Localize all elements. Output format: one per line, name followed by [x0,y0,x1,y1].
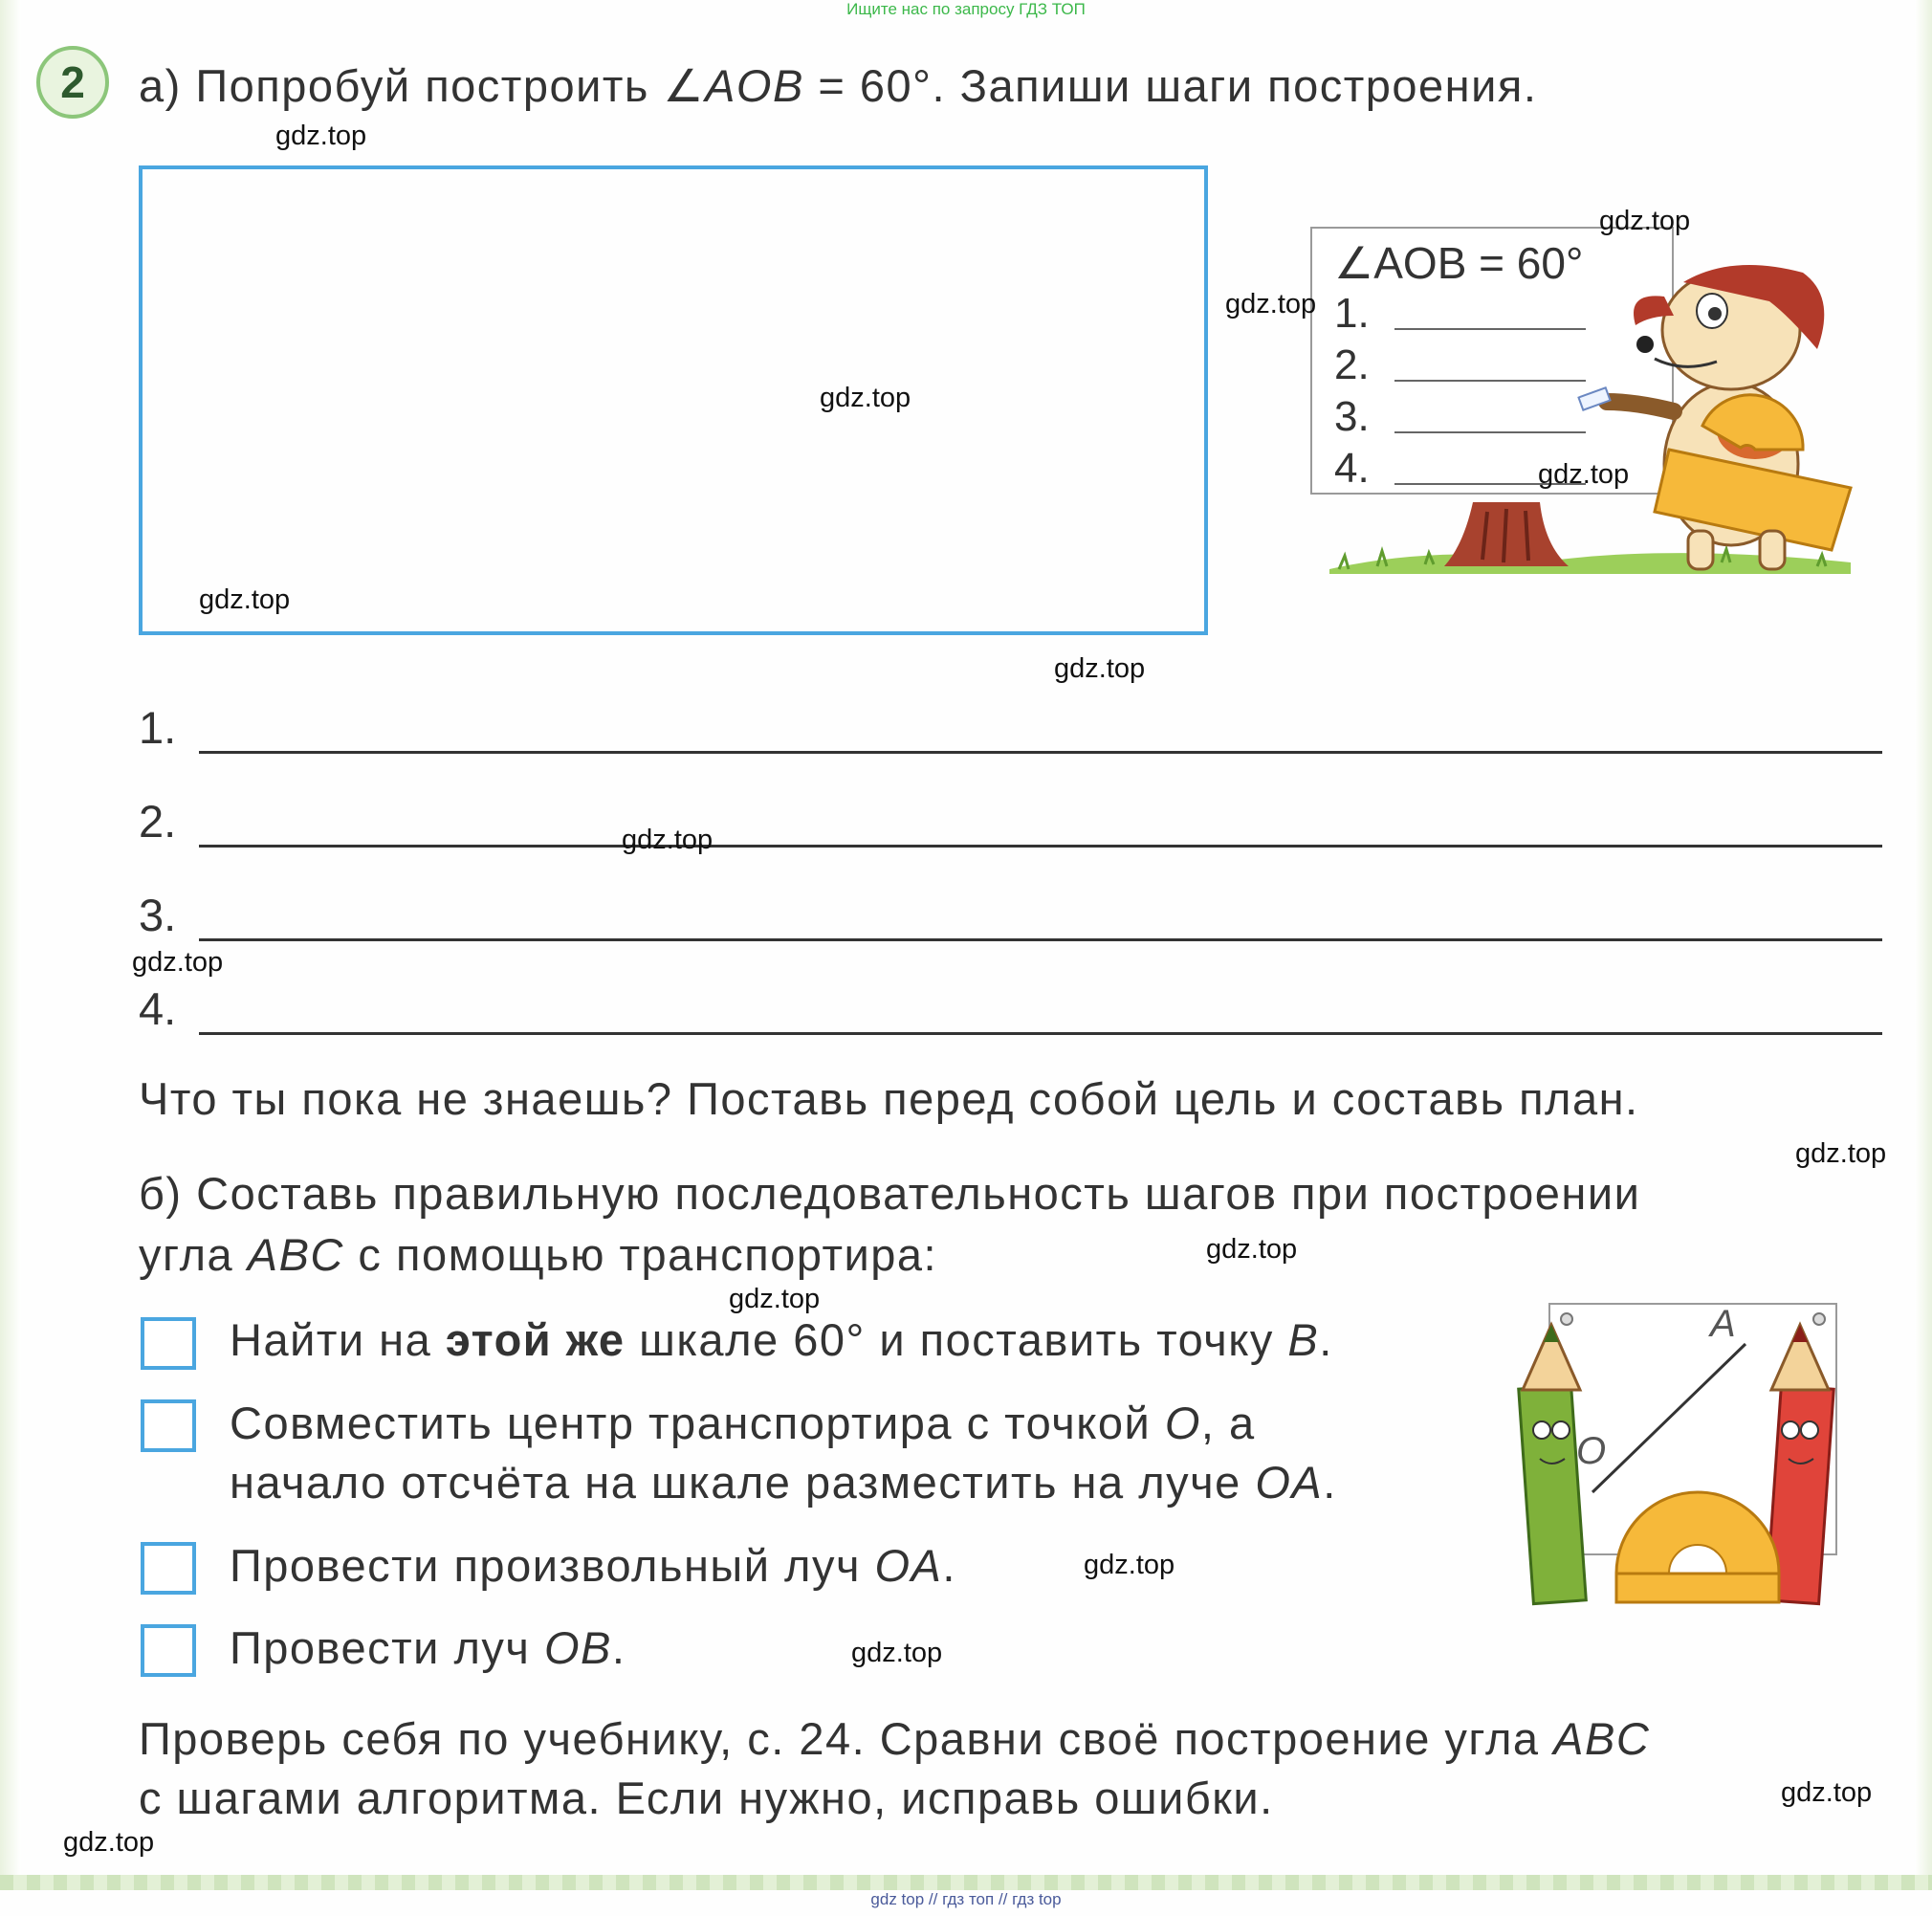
order-checkbox-3[interactable] [141,1542,196,1595]
option-3-text [230,1539,956,1592]
option-2-var: O [1164,1398,1201,1448]
watermark: gdz.top [851,1638,943,1668]
part-a-heading [139,59,1537,113]
answer-line-3[interactable] [199,938,1882,941]
check-line-1-pre: Проверь себя по учебнику, с. 24. Сравни своё построение угла [139,1713,1554,1764]
part-b-line-2-post: с помощью транспортира: [343,1229,938,1280]
check-line-2: с шагами алгоритма. Если нужно, исправь ошибки. [139,1773,1274,1823]
part-a-rest: = 60°. Запиши шаги построения. [803,60,1538,111]
option-1-mid: шкале 60° и поставить точку [625,1314,1288,1365]
pencils-protractor-illustration [1492,1296,1884,1645]
option-2b-pre: начало отсчёта на шкале разместить на луче [230,1457,1256,1508]
part-b-angle: ABC [247,1229,344,1280]
page-right-edge [1915,0,1932,1883]
figure-label-o: O [1576,1430,1607,1472]
page-left-edge [0,0,21,1883]
option-4-post: . [611,1622,626,1673]
part-b-line-1: б) Составь правильную последовательность шагов при построении [139,1168,1641,1219]
option-1-var: B [1287,1314,1320,1365]
steps-card-item-2: 2. [1334,341,1370,388]
watermark: gdz.top [729,1284,821,1314]
check-angle: ABC [1553,1713,1651,1764]
drawing-area-box[interactable] [139,165,1208,635]
watermark: gdz.top [63,1827,155,1858]
steps-card-item-4: 4. [1334,445,1370,492]
option-4-var: OB [543,1622,612,1673]
watermark: gdz.top [820,383,911,413]
option-4-pre: Провести луч [230,1622,544,1673]
option-1-post: . [1319,1314,1333,1365]
answer-line-label-1: 1. [139,702,177,753]
watermark: gdz.top [1225,289,1317,319]
part-b-line-2 [139,1228,937,1281]
question-unknown: Что ты пока не знаешь? Поставь перед собой цель и составь план. [139,1073,1639,1124]
header-banner[interactable]: Ищите нас по запросу ГДЗ ТОП [846,0,1086,18]
watermark: gdz.top [1599,206,1691,236]
steps-card-item-3: 3. [1334,393,1370,440]
steps-card-title: ∠AOB = 60° [1334,238,1584,288]
part-a-angle: AOB [705,60,804,111]
option-2-post: , а [1200,1398,1256,1448]
watermark: gdz.top [1084,1550,1175,1580]
answer-line-label-4: 4. [139,983,177,1034]
option-1-text [230,1313,1333,1366]
watermark: gdz.top [1795,1138,1887,1169]
option-1-bold: этой же [445,1314,626,1365]
order-checkbox-2[interactable] [141,1399,196,1452]
answer-line-2[interactable] [199,845,1882,848]
part-a-prefix: а) Попробуй построить ∠ [139,60,706,111]
check-line-1 [139,1712,1650,1765]
option-1-pre: Найти на [230,1314,446,1365]
steps-card-item-1: 1. [1334,290,1370,337]
footer-banner[interactable]: gdz top // гдз топ // гдз top [870,1890,1062,1908]
option-3-post: . [942,1540,956,1591]
order-checkbox-1[interactable] [141,1317,196,1370]
watermark: gdz.top [275,121,367,151]
option-2b-post: . [1323,1457,1337,1508]
task-number-badge: 2 [36,46,109,119]
watermark: gdz.top [199,584,291,615]
watermark: gdz.top [1206,1234,1298,1265]
figure-label-a: A [1710,1303,1736,1345]
part-b-line-2-pre: угла [139,1229,248,1280]
watermark: gdz.top [1054,653,1146,684]
dog-with-protractor-illustration [1320,258,1855,584]
answer-line-label-3: 3. [139,890,177,940]
watermark: gdz.top [132,947,224,978]
order-checkbox-4[interactable] [141,1624,196,1677]
watermark: gdz.top [1538,459,1630,490]
option-2-text-line-2 [230,1456,1337,1509]
option-3-pre: Провести произвольный луч [230,1540,875,1591]
page-bottom-band [0,1875,1932,1890]
watermark: gdz.top [1781,1777,1873,1808]
answer-line-label-2: 2. [139,796,177,847]
option-2b-var: OA [1255,1457,1324,1508]
option-3-var: OA [874,1540,943,1591]
option-2-text-line-1 [230,1397,1256,1449]
option-4-text [230,1621,626,1674]
answer-line-4[interactable] [199,1032,1882,1035]
option-2-pre: Совместить центр транспортира с точкой [230,1398,1165,1448]
watermark: gdz.top [622,825,714,855]
answer-line-1[interactable] [199,751,1882,754]
